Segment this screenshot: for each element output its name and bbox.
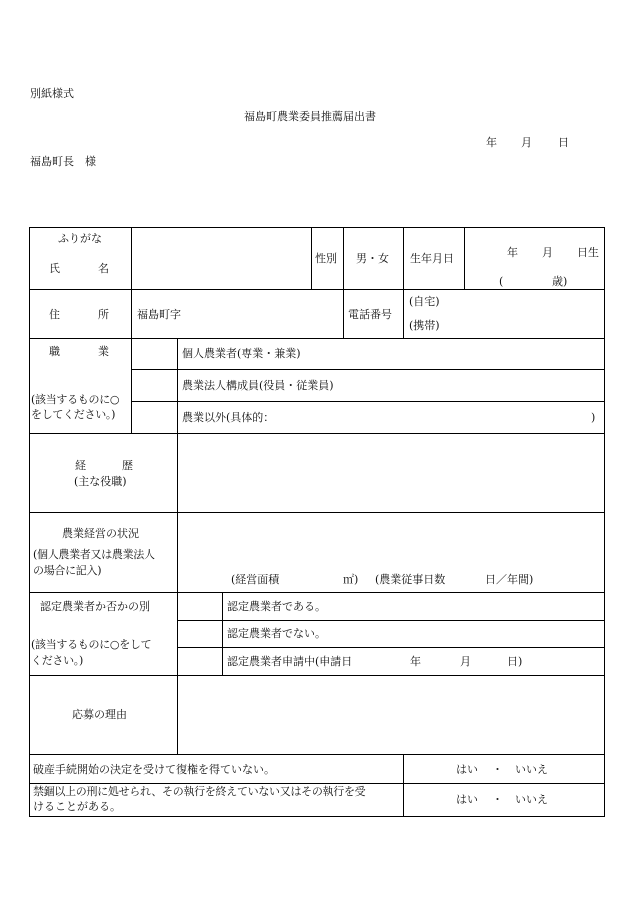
col-divider [131,338,132,434]
table-border-bottom [29,816,605,817]
career-field[interactable] [183,438,599,508]
row-divider [29,289,605,290]
imprisonment-no[interactable]: いいえ [515,793,548,806]
col-divider [131,227,132,290]
occupation-mark-cell[interactable] [137,374,173,396]
question-imprisonment-line-1: 禁錮以上の刑に処せられ、その執行を終えていない又はその執行を受 [33,785,366,798]
occupation-option-1: 個人農業者(専業・兼業) [182,347,301,360]
farm-status-note-2: の場合に記入) [33,564,102,577]
col-divider [177,338,178,434]
certified-note-2: ください。) [31,654,83,667]
certified-option-1: 認定農業者である。 [227,600,326,613]
row-divider [177,620,605,621]
question-imprisonment-line-2: けることがある。 [33,800,121,813]
col-divider [222,592,223,676]
farm-days-label: (農業従事日数 [375,573,446,586]
col-divider [403,754,404,817]
age-open: ( [499,275,504,288]
reason-label: 応募の理由 [72,708,127,721]
birth-month: 月 [542,246,553,259]
row-divider [29,338,605,339]
name-label-1: 氏 [49,262,60,275]
phone-label: 電話番号 [348,308,392,321]
row-divider [177,647,605,648]
imprisonment-yes[interactable]: はい [456,793,478,806]
col-divider [131,289,132,339]
certified-label: 認定農業者か否かの別 [40,600,150,613]
sex-label: 性別 [315,252,337,265]
birth-day: 日生 [577,246,599,259]
application-month: 月 [460,655,471,668]
col-divider [403,227,404,339]
date-year: 年 [486,136,497,149]
career-sub-label: (主な役職) [74,475,127,488]
occupation-mark-cell[interactable] [137,343,173,365]
address-label-2: 所 [98,308,109,321]
form-label: 別紙様式 [30,87,74,100]
row-divider [29,675,605,676]
furigana-label: ふりがな [58,232,102,245]
farm-status-field[interactable] [183,518,599,566]
certified-mark-cell[interactable] [182,651,218,671]
table-border-left [29,227,30,817]
name-field[interactable] [137,233,309,287]
farm-days-unit: 日／年間) [485,573,534,586]
phone-home[interactable]: (自宅) [409,295,440,308]
certified-mark-cell[interactable] [182,624,218,644]
addressee: 福島町長 様 [30,155,96,168]
col-divider [177,433,178,755]
phone-mobile[interactable]: (携帯) [409,319,440,332]
birth-year: 年 [507,246,518,259]
birth-label: 生年月日 [410,252,454,265]
bankruptcy-no[interactable]: いいえ [515,763,548,776]
certified-option-3: 認定農業者申請中(申請日 [227,655,353,668]
col-divider [311,227,312,290]
bankruptcy-yes[interactable]: はい [456,763,478,776]
certified-mark-cell[interactable] [182,596,218,616]
farm-area-unit: ㎡) [343,573,359,586]
col-divider [343,227,344,339]
date-month: 月 [521,136,532,149]
reason-field[interactable] [183,680,599,750]
farm-status-label: 農業経営の状況 [62,527,139,540]
name-label-2: 名 [98,262,109,275]
address-value[interactable]: 福島町字 [137,308,181,321]
career-label-2: 歴 [122,459,133,472]
career-label-1: 経 [75,459,86,472]
occupation-mark-cell[interactable] [137,406,173,428]
occupation-label-2: 業 [98,345,109,358]
imprisonment-separator: ・ [492,793,503,806]
farm-area-label: (経営面積 [231,573,280,586]
table-border-top [29,227,605,228]
certified-option-2: 認定農業者でない。 [227,627,326,640]
row-divider [29,592,605,593]
date-day: 日 [558,136,569,149]
table-border-right [604,227,605,817]
occupation-close-paren: ) [591,411,596,424]
occupation-note-1: (該当するものに○ [31,393,120,406]
sex-value[interactable]: 男・女 [356,252,389,265]
occupation-option-3: 農業以外(具体的： [182,411,275,424]
occupation-option-2: 農業法人構成員(役員・従業員) [182,379,334,392]
row-divider [29,754,605,755]
farm-status-note-1: (個人農業者又は農業法人 [33,548,155,561]
row-divider [29,512,605,513]
bankruptcy-separator: ・ [492,763,503,776]
occupation-note-2: をしてください。) [31,408,116,421]
col-divider [464,227,465,290]
address-label-1: 住 [49,308,60,321]
row-divider [29,433,605,434]
application-day: 日) [507,655,523,668]
question-bankruptcy: 破産手続開始の決定を受けて復権を得ていない。 [33,763,275,776]
row-divider [29,783,605,784]
row-divider [131,401,605,402]
row-divider [131,369,605,370]
application-year: 年 [410,655,421,668]
occupation-label-1: 職 [49,345,60,358]
form-title: 福島町農業委員推薦届出書 [244,110,376,123]
certified-note-1: (該当するものに○をして [31,638,152,651]
age-close: 歳) [552,275,568,288]
